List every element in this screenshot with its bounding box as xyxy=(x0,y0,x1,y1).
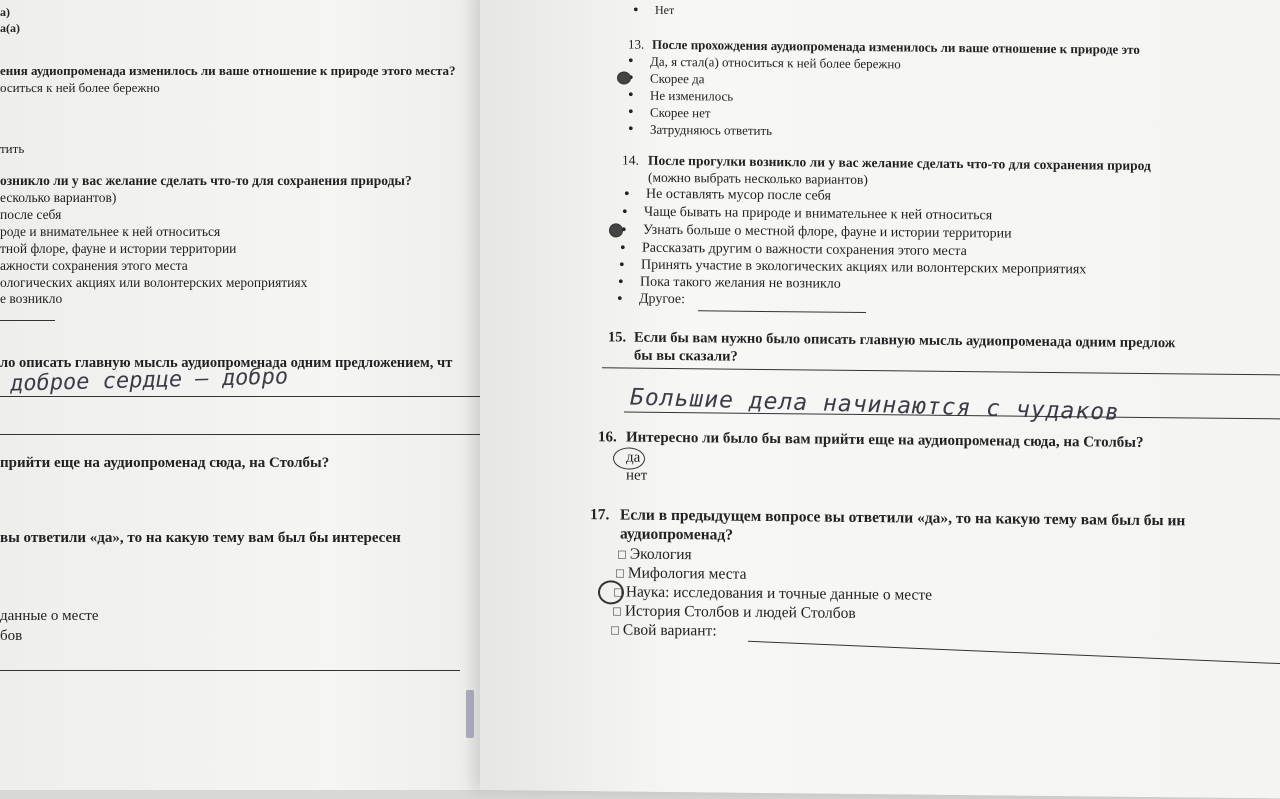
right-q13-mark xyxy=(617,71,631,84)
left-q14-title: озникло ли у вас желание сделать что-то для сохранения природы? xyxy=(0,173,412,188)
left-q17-option: данные о месте xyxy=(0,608,99,624)
right-q17-option: □ Мифология места xyxy=(616,564,746,582)
right-q17-other-line xyxy=(748,641,1280,665)
right-q14-mark xyxy=(609,223,623,237)
left-q14-note: есколько вариантов) xyxy=(0,190,117,205)
right-q14-note: (можно выбрать несколько вариантов) xyxy=(648,169,868,188)
right-q12-option: • Нет xyxy=(655,2,674,19)
right-q17-option: □ История Столбов и людей Столбов xyxy=(613,602,856,622)
paper-clip-edge xyxy=(466,690,474,738)
right-q17-circle-mark xyxy=(598,580,624,604)
right-q14-other-line xyxy=(698,310,866,313)
left-q14-option: ологических акциях или волонтерских мероприятиях xyxy=(0,275,308,290)
left-q14-other-line xyxy=(0,320,55,321)
right-q15-number: 15. xyxy=(608,329,627,346)
right-q14-option: • Принять участие в экологических акциях или волонтерских мероприятиях xyxy=(641,257,1086,279)
right-q14-number: 14. xyxy=(622,152,639,168)
right-q13-option: • Не изменилось xyxy=(650,87,733,105)
right-q17-number: 17. xyxy=(590,506,610,524)
right-q13-option: • Скорее нет xyxy=(650,104,711,122)
left-q14-option: е возникло xyxy=(0,291,63,306)
left-q15-handwritten-answer: доброе сердце — добро xyxy=(9,364,289,397)
right-q16-option-selected: да xyxy=(626,449,641,466)
left-q13-option: оситься к ней более бережно xyxy=(0,80,160,95)
right-q16-number: 16. xyxy=(598,429,617,446)
right-q13-title: После прохождения аудиопроменада изменилось ли ваше отношение к природе это xyxy=(652,36,1140,57)
right-q16-title: Интересно ли было бы вам прийти еще на аудиопроменад сюда, на Столбы? xyxy=(626,429,1144,451)
left-q14-option: тной флоре, фауне и истории территории xyxy=(0,241,237,256)
left-q14-option: роде и внимательнее к ней относиться xyxy=(0,224,221,239)
left-q13-title: ения аудиопроменада изменилось ли ваше отношение к природе этого места? xyxy=(0,63,456,78)
left-q13-option: тить xyxy=(0,141,25,156)
right-q17-option: □ Экология xyxy=(618,545,692,563)
right-q14-option: • Чаще бывать на природе и внимательнее к ней относиться xyxy=(644,204,992,225)
right-q14-option: • Пока такого желания не возникло xyxy=(640,274,841,293)
left-sheet xyxy=(0,0,560,790)
left-q17-option: бов xyxy=(0,628,23,644)
right-q17-option: □ Свой вариант: xyxy=(611,621,717,639)
left-fragment: а(а) xyxy=(0,21,20,35)
left-q16-title: прийти еще на аудиопроменад сюда, на Столбы? xyxy=(0,455,330,471)
right-q15-line xyxy=(602,367,1280,375)
right-q13-option: • Да, я стал(а) относиться к ней более бережно xyxy=(650,53,901,73)
left-q14-option: ажности сохранения этого места xyxy=(0,258,188,273)
right-q16-option: нет xyxy=(626,467,648,484)
right-q14-option: • Не оставлять мусор после себя xyxy=(646,186,831,205)
right-q14-option-selected: • Узнать больше о местной флоре, фауне и истории территории xyxy=(643,222,1012,243)
left-q17-line xyxy=(0,670,460,671)
left-q15-title: ло описать главную мысль аудиопроменада одним предложением, чт xyxy=(0,355,453,371)
right-q13-number: 13. xyxy=(628,36,645,52)
right-q14-title: После прогулки возникло ли у вас желание сделать что-то для сохранения природ xyxy=(648,152,1151,174)
right-sheet xyxy=(480,0,1280,799)
right-q17-option-selected: □ Наука: исследования и точные данные о месте xyxy=(614,583,932,603)
right-q13-option-selected: • Скорее да xyxy=(650,70,705,88)
right-q14-option: • Другое: xyxy=(639,291,685,308)
left-q15-line xyxy=(0,434,500,435)
right-q15-title: Если бы вам нужно было описать главную мысль аудиопроменада одним предлож xyxy=(634,329,1176,352)
left-q17-title: вы ответили «да», то на какую тему вам был бы интересен xyxy=(0,530,401,546)
left-q14-option: после себя xyxy=(0,207,62,222)
left-fragment: а) xyxy=(0,5,10,19)
right-q13-option: • Затрудняюсь ответить xyxy=(650,121,772,139)
left-q15-line xyxy=(0,396,507,397)
right-q17-title: Если в предыдущем вопросе вы ответили «да», то на какую тему вам был бы ин xyxy=(620,506,1186,530)
right-q15-title-continued: бы вы сказали? xyxy=(634,347,738,365)
right-q15-handwritten-answer: Большие дела начинаются с чудаков xyxy=(629,384,1121,426)
right-q14-option: • Рассказать другим о важности сохранения этого места xyxy=(642,240,967,260)
right-q17-title-continued: аудиопроменад? xyxy=(620,525,733,544)
right-q16-circle-mark xyxy=(613,447,645,469)
